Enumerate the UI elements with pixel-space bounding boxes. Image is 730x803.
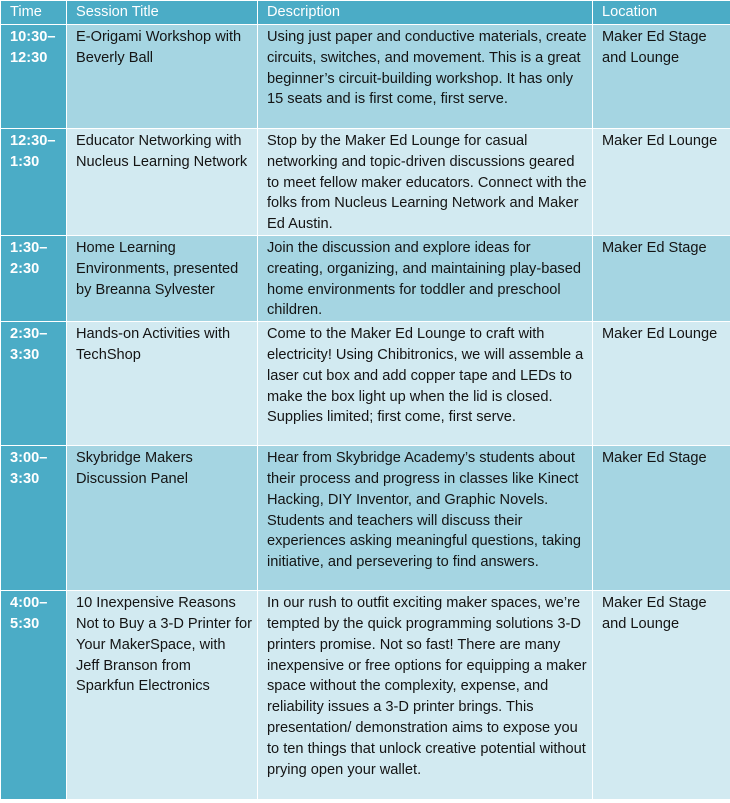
header-time: Time bbox=[1, 1, 67, 25]
description-cell: Come to the Maker Ed Lounge to craft with electricity! Using Chibitronics, we will assemble a laser cut box and add copper tape and LEDs to make the box light up when the lid is closed. Supplies limited; first come, first serve. bbox=[258, 322, 593, 446]
header-row bbox=[1, 1, 730, 25]
time-start: 12:30– bbox=[10, 133, 56, 149]
location-cell: Maker Ed Stage and Lounge bbox=[593, 25, 730, 129]
location-cell: Maker Ed Stage bbox=[593, 446, 730, 591]
table-row bbox=[1, 322, 730, 446]
session-title-cell: E-Origami Workshop with Beverly Ball bbox=[67, 25, 258, 129]
location-cell: Maker Ed Stage and Lounge bbox=[593, 591, 730, 800]
time-start: 2:30– bbox=[10, 326, 48, 343]
location-cell: Maker Ed Stage bbox=[593, 235, 730, 321]
time-cell bbox=[1, 25, 67, 129]
time-start: 3:00– bbox=[10, 450, 48, 467]
time-start: 10:30– bbox=[10, 29, 56, 45]
description-cell: In our rush to outfit exciting maker spaces, we’re tempted by the quick programming solutions 3-D printers promise. Not so fast! There are many inexpensive or free options for equipping a maker space without the complexity, expense, and reliability issues a 3-D printer brings. This presentation/ demonstration aims to expose you to ten things that unlock creative potential without prying open your wallet. bbox=[258, 591, 593, 800]
table-header bbox=[1, 1, 730, 25]
time-end: 2:30 bbox=[10, 260, 40, 277]
time-cell bbox=[1, 129, 67, 236]
location-cell: Maker Ed Lounge bbox=[593, 322, 730, 446]
table-row bbox=[1, 235, 730, 321]
description-cell: Using just paper and conductive materials, create circuits, switches, and movement. This is a great beginner’s circuit-building workshop. It has only 15 seats and is first come, first serve. bbox=[258, 25, 593, 129]
time-end: 1:30 bbox=[10, 153, 40, 170]
time-cell bbox=[1, 322, 67, 446]
time-end: 3:30 bbox=[10, 470, 40, 487]
description-cell: Hear from Skybridge Academy’s students about their process and progress in classes like Kinect Hacking, DIY Inventor, and Graphic Novels. Students and teachers will discuss their experiences asking meaningful questions, taking initiative, and persevering to find answers. bbox=[258, 446, 593, 591]
time-end: 12:30 bbox=[10, 49, 48, 66]
session-title-cell: Educator Networking with Nucleus Learning Network bbox=[67, 129, 258, 236]
time-cell bbox=[1, 446, 67, 591]
location-cell: Maker Ed Lounge bbox=[593, 129, 730, 236]
table-row bbox=[1, 446, 730, 591]
session-title-cell: 10 Inexpensive Reasons Not to Buy a 3-D Printer for Your MakerSpace, with Jeff Branson from Sparkfun Electronics bbox=[67, 591, 258, 800]
time-end: 3:30 bbox=[10, 346, 40, 363]
table-body bbox=[1, 25, 730, 800]
time-start: 1:30– bbox=[10, 239, 48, 256]
session-title-cell: Skybridge Makers Discussion Panel bbox=[67, 446, 258, 591]
header-location: Location bbox=[593, 1, 730, 25]
time-cell bbox=[1, 591, 67, 800]
description-cell: Stop by the Maker Ed Lounge for casual networking and topic-driven discussions geared to meet fellow maker educators. Connect with the folks from Nucleus Learning Network and Maker Ed Austin. bbox=[258, 129, 593, 236]
time-end: 5:30 bbox=[10, 615, 40, 632]
description-cell: Join the discussion and explore ideas for creating, organizing, and maintaining play-based home environments for toddler and preschool children. bbox=[258, 235, 593, 321]
session-title-cell: Home Learning Environments, presented by Breanna Sylvester bbox=[67, 235, 258, 321]
session-title-cell: Hands-on Activities with TechShop bbox=[67, 322, 258, 446]
time-start: 4:00– bbox=[10, 595, 48, 612]
table-row bbox=[1, 25, 730, 129]
header-session-title: Session Title bbox=[67, 1, 258, 25]
table-row bbox=[1, 591, 730, 800]
table-row bbox=[1, 129, 730, 236]
header-description: Description bbox=[258, 1, 593, 25]
time-cell bbox=[1, 235, 67, 321]
